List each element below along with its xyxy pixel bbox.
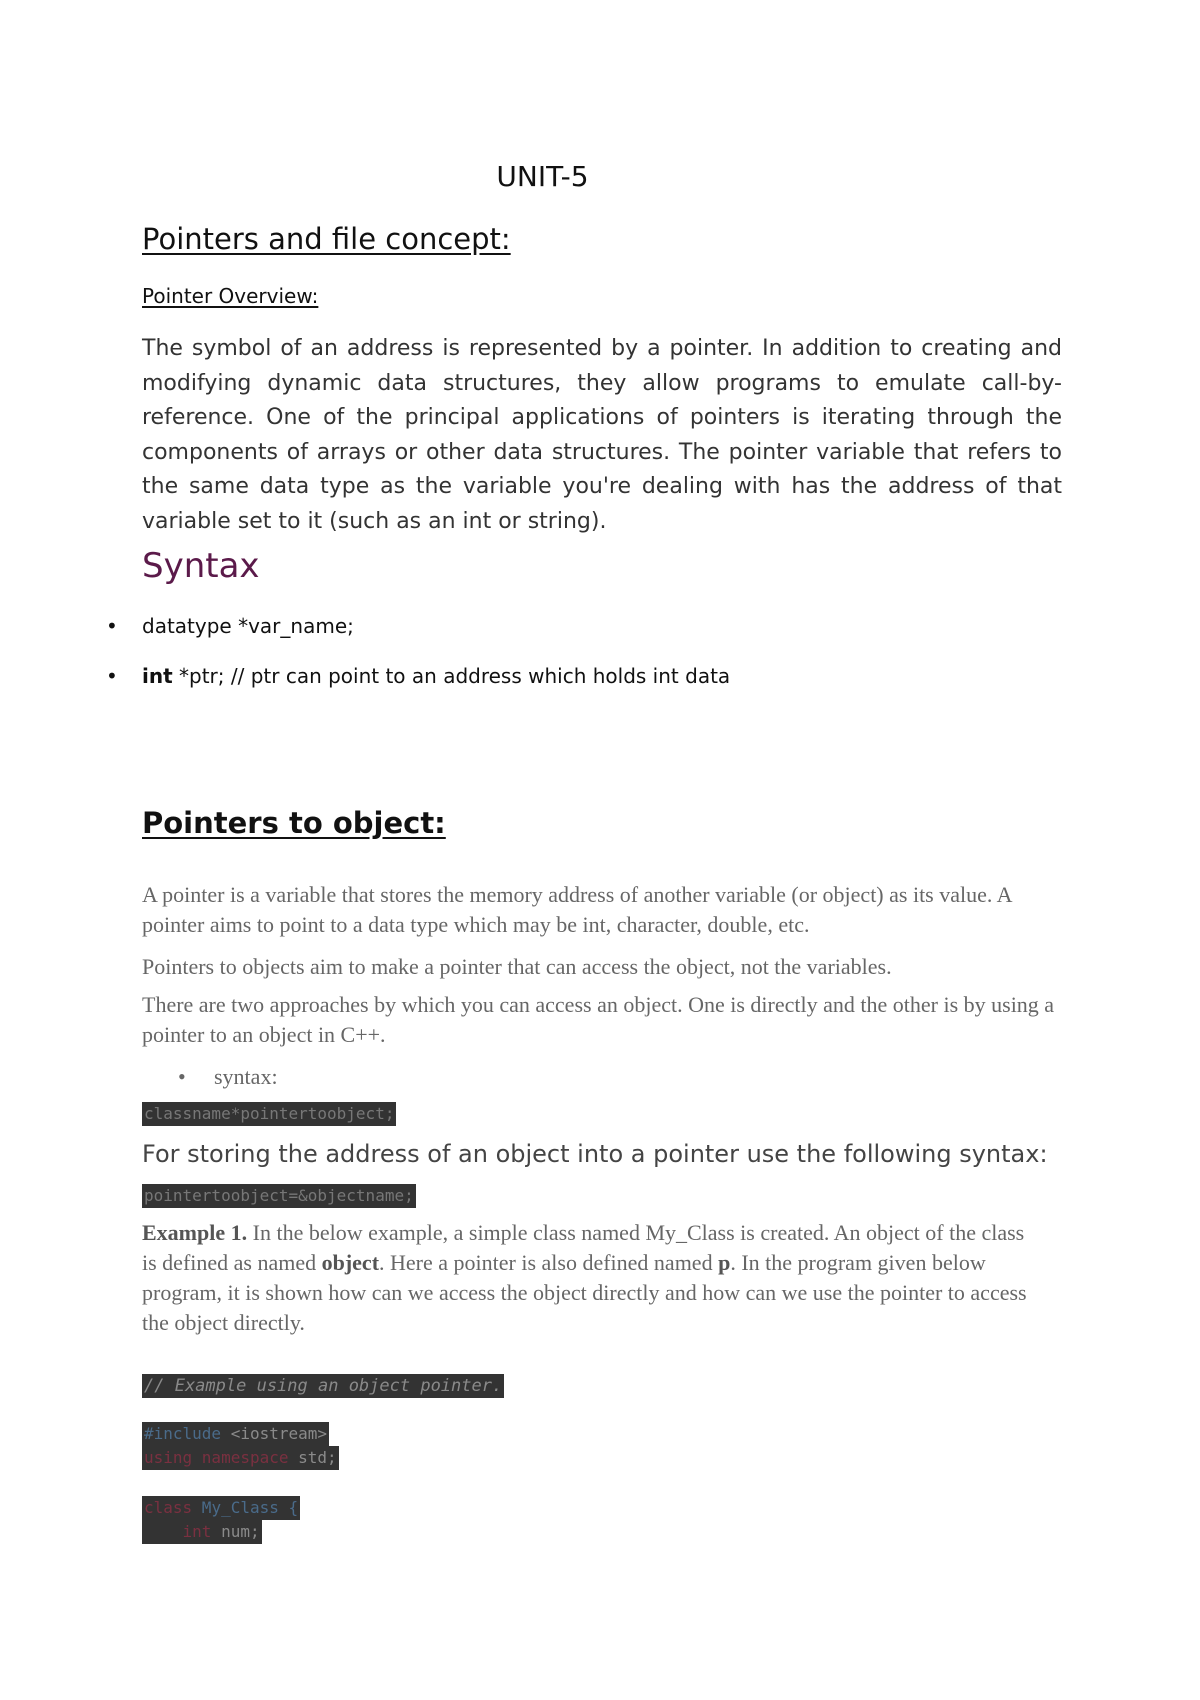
syntax-bullet-1: [106, 614, 354, 638]
example-bold-object: object: [321, 1250, 380, 1275]
paragraph-pointer-objects: Pointers to objects aim to make a pointer that can access the object, not the variables.: [142, 954, 892, 979]
paragraph-pointer-definition: A pointer is a variable that stores the memory address of another variable (or object) as its value. A pointer aims to point to a data type which may be int, character, double, etc.: [142, 882, 1012, 937]
bullet-text: *ptr; // ptr can point to an address which holds int data: [172, 664, 731, 688]
code-keyword: int: [182, 1522, 212, 1541]
syntax-label: syntax:: [214, 1064, 278, 1089]
overview-paragraph: The symbol of an address is represented by a pointer. In addition to creating and modifying dynamic data structures, they allow programs to emulate call-by-reference. One of the principal applications of pointers is iterating through the components of arrays or other data structures. The pointer variable that refers to the same data type as the variable you're dealing with has the address of that variable set to it (such as an int or string).: [142, 336, 1062, 534]
code-indent: [144, 1522, 183, 1541]
example-text-3: . In the program given below program, it is shown how can we access the object directly and how can we use the pointer to access the object directly.: [142, 1250, 1027, 1335]
example-text-2: . Here a pointer is also defined named: [379, 1250, 719, 1275]
section-title-pointers-object: Pointers to object:: [142, 806, 446, 840]
code-include-line: [142, 1422, 329, 1446]
example-text-1: In the below example, a simple class named My_Class is created. An object of the class is defined as named: [142, 1220, 1025, 1275]
section-title-pointers-file: Pointers and file concept:: [142, 222, 511, 256]
code-keyword: class: [144, 1498, 193, 1517]
bullet-text: datatype *var_name;: [142, 614, 354, 638]
example-paragraph: [142, 1218, 1042, 1338]
code-text: std;: [288, 1448, 337, 1467]
code-keyword: #include: [144, 1424, 222, 1443]
code-keyword: using namespace: [144, 1448, 289, 1467]
code-int-line: [142, 1520, 262, 1544]
code-comment-line: // Example using an object pointer.: [144, 1376, 503, 1396]
code-assignment: pointertoobject=&objectname;: [142, 1184, 416, 1208]
code-declaration: classname*pointertoobject;: [142, 1102, 396, 1126]
code-using-line: [142, 1446, 339, 1470]
storing-instruction: For storing the address of an object into a pointer use the following syntax:: [142, 1140, 1048, 1168]
subtitle-pointer-overview: Pointer Overview:: [142, 284, 319, 308]
bullet-keyword: int: [142, 664, 173, 688]
code-text: My_Class {: [192, 1498, 299, 1517]
unit-title: UNIT-5: [496, 160, 589, 193]
code-text: <iostream>: [221, 1424, 328, 1443]
syntax-bullet-small: [178, 1062, 278, 1092]
example-label: Example 1.: [142, 1220, 248, 1245]
bullet-icon: •: [106, 664, 118, 688]
bullet-icon: •: [106, 614, 118, 638]
syntax-bullet-2: [106, 664, 730, 688]
example-bold-p: p: [718, 1250, 731, 1275]
syntax-heading: Syntax: [142, 546, 260, 586]
code-class-line: [142, 1496, 300, 1520]
paragraph-approaches: There are two approaches by which you can access an object. One is directly and the other is by using a pointer to an object in C++.: [142, 992, 1055, 1047]
code-text: num;: [211, 1522, 260, 1541]
bullet-icon: •: [178, 1064, 186, 1089]
